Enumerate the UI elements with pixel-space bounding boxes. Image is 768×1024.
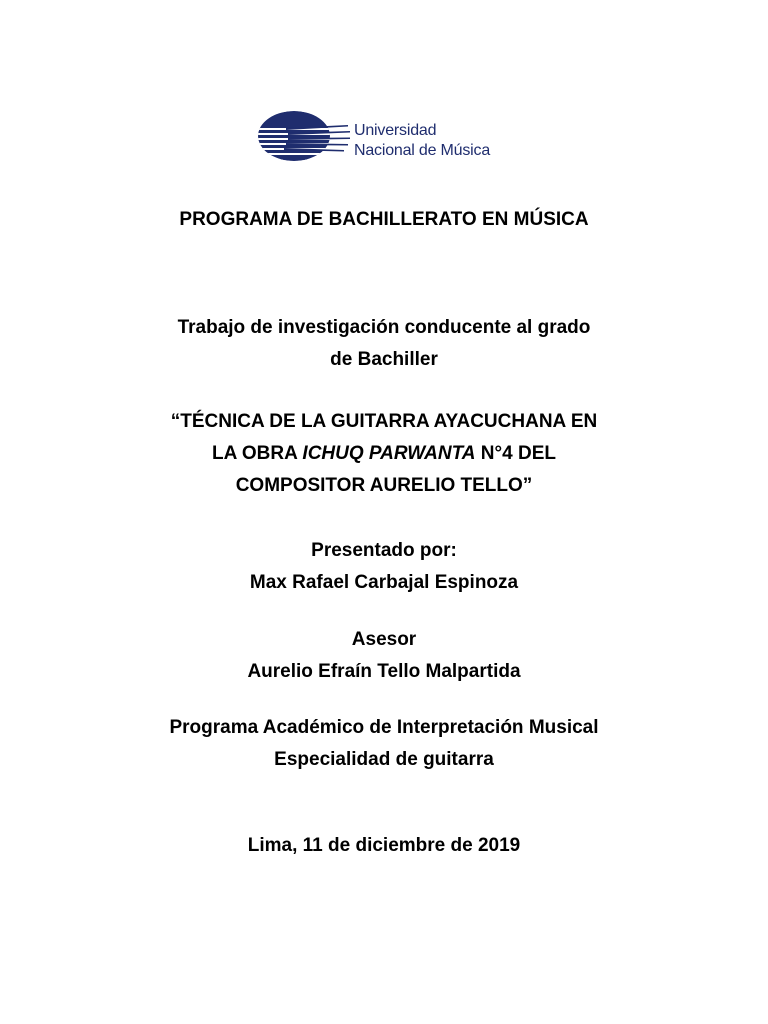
logo-wordmark — [354, 121, 490, 161]
work-name-italic: ICHUQ PARWANTA — [302, 443, 476, 464]
presented-by — [0, 535, 768, 599]
work-title-line-2 — [0, 438, 768, 470]
work-title-line-1: “TÉCNICA DE LA GUITARRA AYACUCHANA EN — [170, 411, 598, 432]
work-title — [0, 406, 768, 502]
program-title: PROGRAMA DE BACHILLERATO EN MÚSICA — [179, 209, 589, 230]
advisor — [0, 624, 768, 688]
specialty-name: Especialidad de guitarra — [274, 749, 494, 770]
author-name: Max Rafael Carbajal Espinoza — [249, 572, 519, 593]
advisor-name: Aurelio Efraín Tello Malpartida — [247, 661, 521, 682]
logo-line-1: Universidad — [354, 122, 437, 139]
thesis-line-1: Trabajo de investigación conducente al grado — [177, 317, 591, 338]
work-title-line-3: COMPOSITOR AURELIO TELLO” — [235, 475, 533, 496]
university-emblem-icon — [256, 108, 352, 164]
thesis-line-2: de Bachiller — [330, 349, 438, 370]
place-and-date: Lima, 11 de diciembre de 2019 — [247, 835, 521, 856]
thesis-description — [0, 312, 768, 376]
work-title-line-2-start: LA OBRA — [212, 443, 303, 464]
work-title-line-2-end: N°4 DEL — [475, 443, 556, 464]
logo-line-2: Nacional de Música — [354, 142, 491, 159]
university-logo — [256, 104, 516, 168]
advisor-label: Asesor — [351, 629, 417, 650]
presented-label: Presentado por: — [311, 540, 457, 561]
academic-program-name: Programa Académico de Interpretación Musical — [169, 717, 599, 738]
academic-program — [0, 712, 768, 776]
